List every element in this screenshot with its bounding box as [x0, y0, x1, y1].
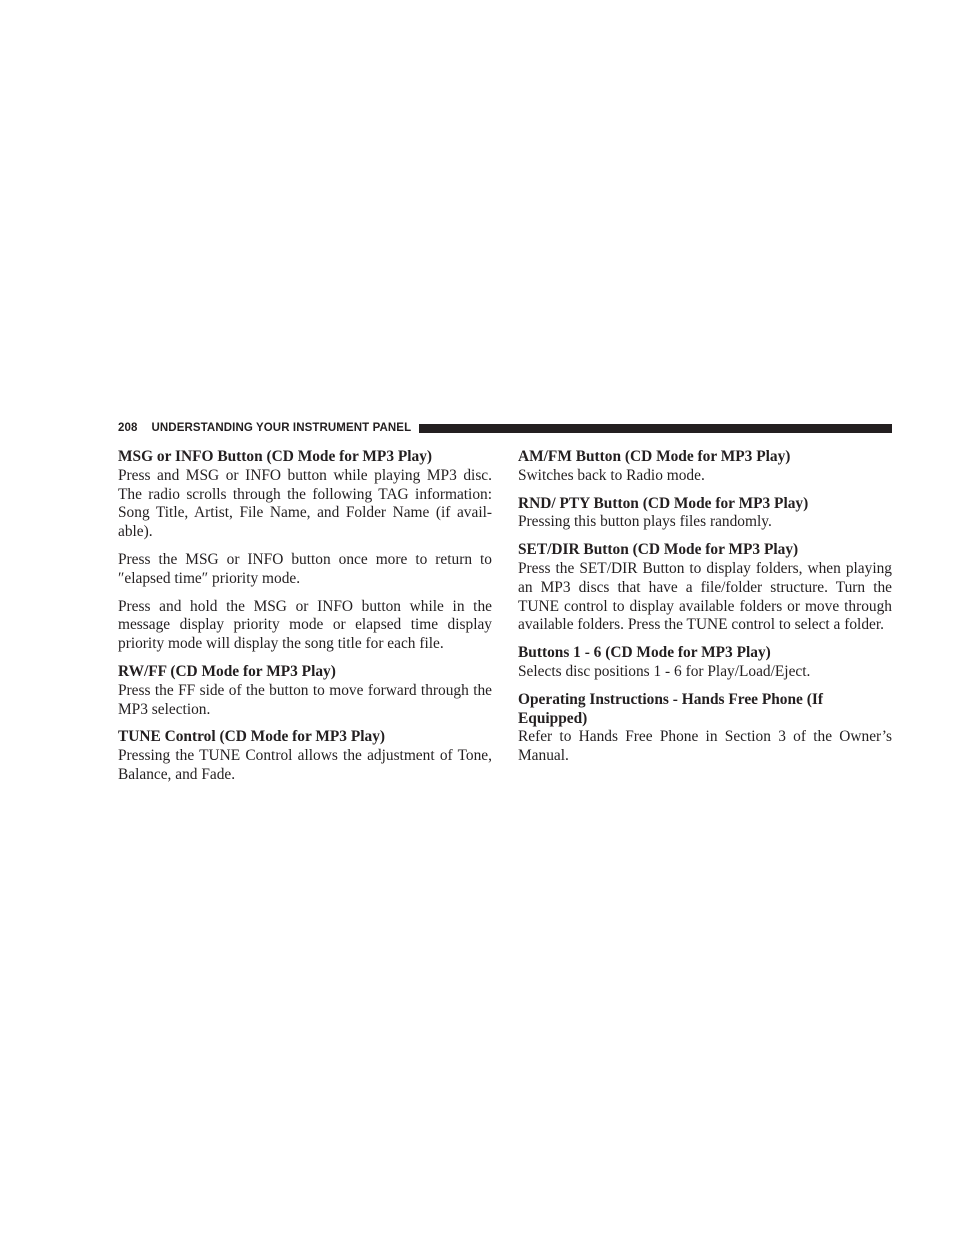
- section-rw-ff: [118, 663, 492, 719]
- right-column: [518, 448, 892, 775]
- section-paragraph: Switches back to Radio mode.: [518, 466, 705, 484]
- section-heading: RW/FF (CD Mode for MP3 Play): [118, 662, 336, 680]
- section-heading: MSG or INFO Button (CD Mode for MP3 Play): [118, 448, 433, 465]
- section-msg-info: [118, 448, 492, 654]
- section-heading: SET/DIR Button (CD Mode for MP3 Play): [518, 541, 799, 559]
- section-heading: Buttons 1 - 6 (CD Mode for MP3 Play): [518, 644, 771, 662]
- section-title: UNDERSTANDING YOUR INSTRUMENT PANEL: [151, 422, 412, 434]
- section-paragraph: Selects disc positions 1 - 6 for Play/Load/Eject.: [518, 662, 811, 680]
- section-am-fm: [518, 448, 892, 486]
- section-set-dir: [518, 541, 892, 635]
- section-paragraph: Pressing this button plays files randomly.: [518, 513, 772, 531]
- page-number: 208: [118, 422, 138, 434]
- section-paragraph: Press and hold the MSG or INFO button while in the message display priority mode or elapsed time display priority mode will display the song title for each file.: [118, 597, 492, 653]
- section-heading: Operating Instructions - Hands Free Phone (If Equipped): [518, 690, 823, 727]
- section-heading: AM/FM Button (CD Mode for MP3 Play): [518, 448, 791, 465]
- section-buttons-1-6: [518, 644, 892, 682]
- section-paragraph: Press the FF side of the button to move forward through the MP3 selection.: [118, 681, 492, 718]
- section-paragraph: Press the MSG or INFO button once more to return to ″elapsed time″ priority mode.: [118, 550, 492, 587]
- section-paragraph: Refer to Hands Free Phone in Section 3 of the Owner’s Manual.: [518, 728, 892, 765]
- section-paragraph: Press the SET/DIR Button to display folders, when playing an MP3 discs that have a file/folder structure. Turn the TUNE control to display available folders or move through available folders. Press the TUNE control to select a folder.: [518, 559, 892, 634]
- section-paragraph: Pressing the TUNE Control allows the adjustment of Tone, Balance, and Fade.: [118, 747, 492, 783]
- section-rnd-pty: [518, 495, 892, 533]
- section-hands-free-phone: [518, 691, 892, 766]
- section-heading: TUNE Control (CD Mode for MP3 Play): [118, 728, 386, 746]
- section-heading: RND/ PTY Button (CD Mode for MP3 Play): [518, 494, 809, 512]
- header-rule: [419, 424, 892, 433]
- section-paragraph: Press and MSG or INFO button while playing MP3 disc. The radio scrolls through the following TAG information: Song Title, Artist, File Name, and Folder Name (if avail-able).: [118, 466, 492, 541]
- page-header: [118, 420, 892, 436]
- section-tune-control: [118, 728, 492, 784]
- left-column: [118, 448, 492, 794]
